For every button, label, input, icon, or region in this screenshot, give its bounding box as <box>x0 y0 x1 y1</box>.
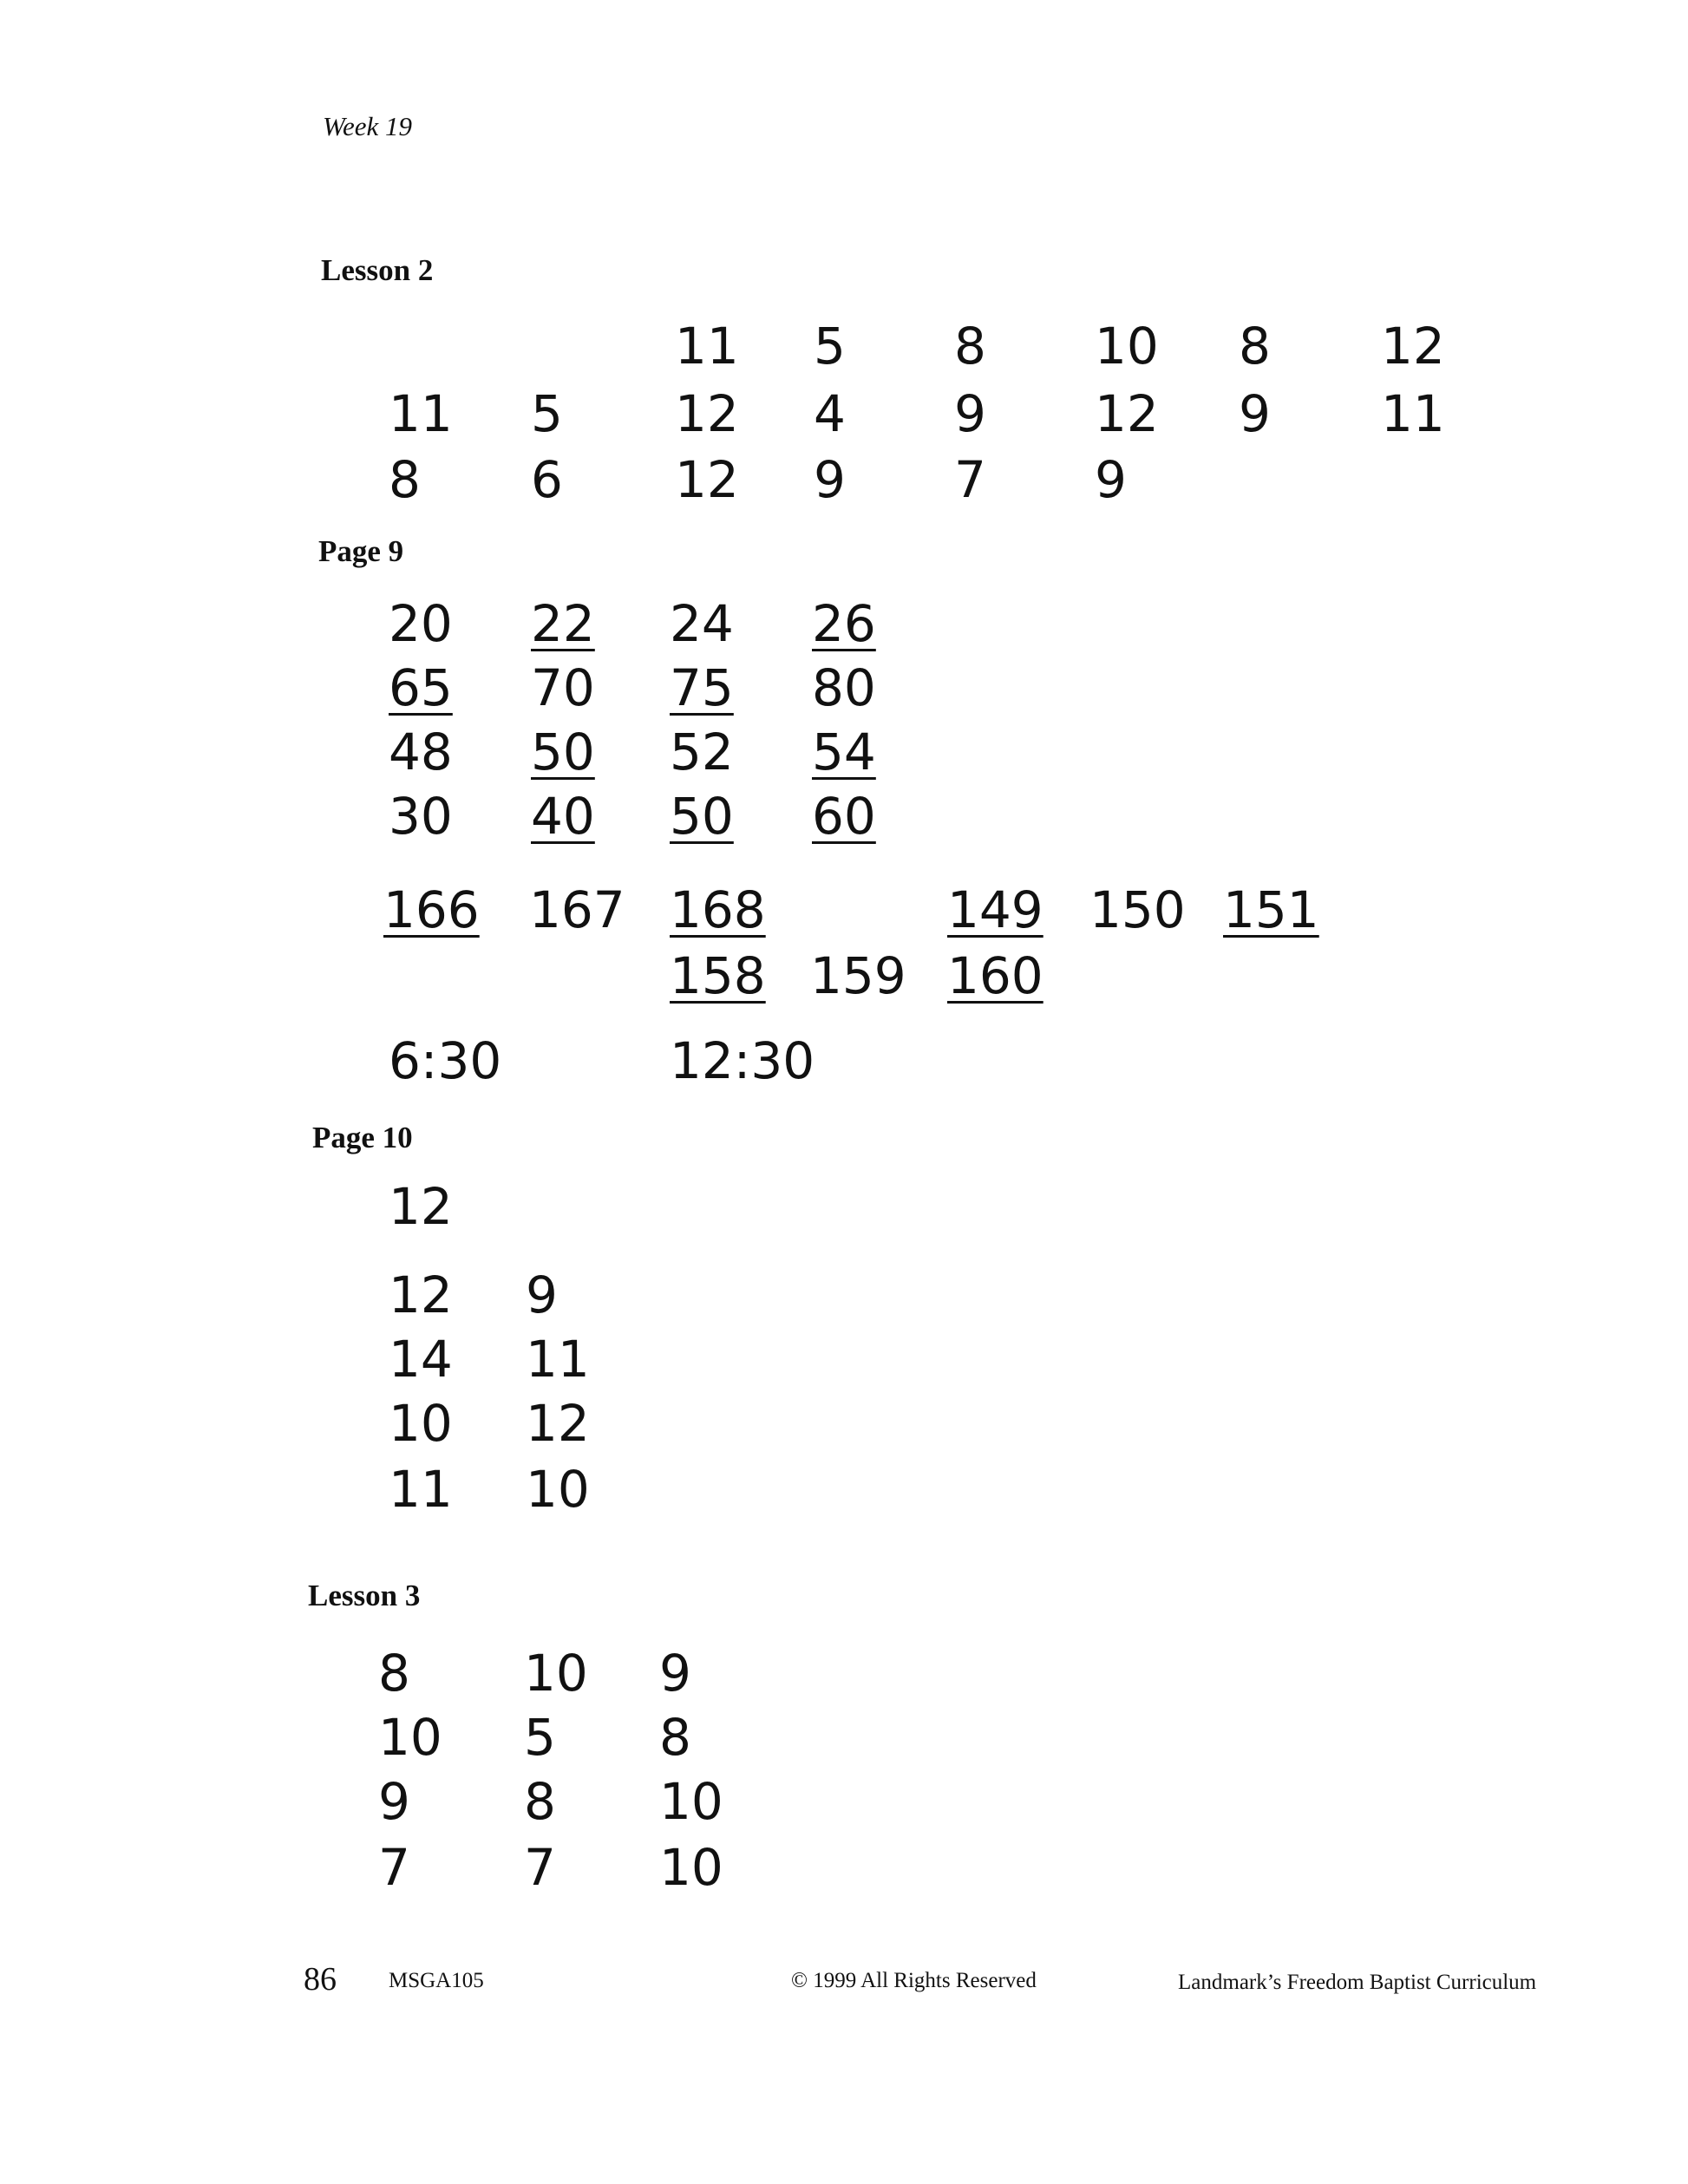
lesson-2-answer: 11 <box>675 317 739 376</box>
clock-time-answer: 6:30 <box>389 1031 502 1090</box>
lesson-3-answer: 5 <box>524 1708 556 1767</box>
page-10-heading: Page 10 <box>312 1121 413 1154</box>
counting-answer: 158 <box>670 946 766 1005</box>
lesson-2-answer: 12 <box>1381 317 1445 376</box>
skip-count-answer: 70 <box>531 658 595 717</box>
page-10-answer: 14 <box>389 1330 453 1389</box>
lesson-2-answer: 8 <box>1239 317 1271 376</box>
lesson-3-answer: 7 <box>378 1838 410 1897</box>
lesson-3-answer: 10 <box>659 1772 723 1831</box>
lesson-2-heading: Lesson 2 <box>321 253 434 287</box>
skip-count-answer: 54 <box>812 723 876 781</box>
page-10-answer: 12 <box>389 1177 453 1236</box>
page-10-answer: 10 <box>389 1394 453 1453</box>
page-9-heading: Page 9 <box>318 534 404 568</box>
lesson-3-heading: Lesson 3 <box>308 1579 421 1612</box>
counting-answer: 168 <box>670 880 766 939</box>
lesson-3-answer: 7 <box>524 1838 556 1897</box>
counting-answer: 159 <box>810 946 906 1005</box>
page-10-answer: 12 <box>526 1394 590 1453</box>
lesson-2-answer: 9 <box>1095 450 1127 509</box>
lesson-2-answer: 8 <box>954 317 986 376</box>
lesson-2-answer: 7 <box>954 450 986 509</box>
skip-count-answer: 65 <box>389 658 453 717</box>
counting-answer: 150 <box>1089 880 1186 939</box>
counting-answer: 151 <box>1223 880 1319 939</box>
skip-count-answer: 40 <box>531 787 595 846</box>
lesson-2-answer: 9 <box>954 384 986 443</box>
lesson-2-answer: 12 <box>675 450 739 509</box>
week-label: Week 19 <box>323 111 413 141</box>
counting-answer: 149 <box>947 880 1044 939</box>
page-10-answer: 11 <box>526 1330 590 1389</box>
lesson-2-answer: 11 <box>1381 384 1445 443</box>
skip-count-answer: 26 <box>812 594 876 653</box>
lesson-2-answer: 12 <box>1095 384 1159 443</box>
lesson-2-answer: 11 <box>389 384 453 443</box>
lesson-3-answer: 8 <box>659 1708 691 1767</box>
lesson-3-answer: 10 <box>378 1708 442 1767</box>
lesson-2-answer: 5 <box>531 384 563 443</box>
counting-answer: 167 <box>529 880 625 939</box>
lesson-3-answer: 8 <box>524 1772 556 1831</box>
publisher-name: Landmark’s Freedom Baptist Curriculum <box>1178 1971 1537 1994</box>
lesson-2-answer: 9 <box>1239 384 1271 443</box>
page-10-answer: 11 <box>389 1460 453 1519</box>
counting-answer: 160 <box>947 946 1044 1005</box>
skip-count-answer: 50 <box>670 787 734 846</box>
page-10-answer: 12 <box>389 1265 453 1324</box>
counting-answer: 166 <box>383 880 480 939</box>
skip-count-answer: 52 <box>670 723 734 781</box>
skip-count-answer: 20 <box>389 594 453 653</box>
page-10-answer: 10 <box>526 1460 590 1519</box>
lesson-2-answer: 5 <box>814 317 846 376</box>
skip-count-answer: 80 <box>812 658 876 717</box>
course-code: MSGA105 <box>389 1969 484 1992</box>
lesson-3-answer: 9 <box>659 1644 691 1703</box>
skip-count-answer: 48 <box>389 723 453 781</box>
lesson-2-answer: 10 <box>1095 317 1159 376</box>
page-10-answer: 9 <box>526 1265 558 1324</box>
clock-time-answer: 12:30 <box>670 1031 815 1090</box>
skip-count-answer: 75 <box>670 658 734 717</box>
lesson-2-answer: 6 <box>531 450 563 509</box>
copyright-notice: © 1999 All Rights Reserved <box>791 1969 1037 1992</box>
page-number: 86 <box>304 1961 337 1998</box>
lesson-3-answer: 9 <box>378 1772 410 1831</box>
skip-count-answer: 22 <box>531 594 595 653</box>
skip-count-answer: 24 <box>670 594 734 653</box>
skip-count-answer: 50 <box>531 723 595 781</box>
lesson-3-answer: 8 <box>378 1644 410 1703</box>
lesson-2-answer: 8 <box>389 450 421 509</box>
lesson-2-answer: 9 <box>814 450 846 509</box>
lesson-2-answer: 12 <box>675 384 739 443</box>
lesson-3-answer: 10 <box>659 1838 723 1897</box>
skip-count-answer: 60 <box>812 787 876 846</box>
lesson-2-answer: 4 <box>814 384 846 443</box>
lesson-3-answer: 10 <box>524 1644 588 1703</box>
skip-count-answer: 30 <box>389 787 453 846</box>
